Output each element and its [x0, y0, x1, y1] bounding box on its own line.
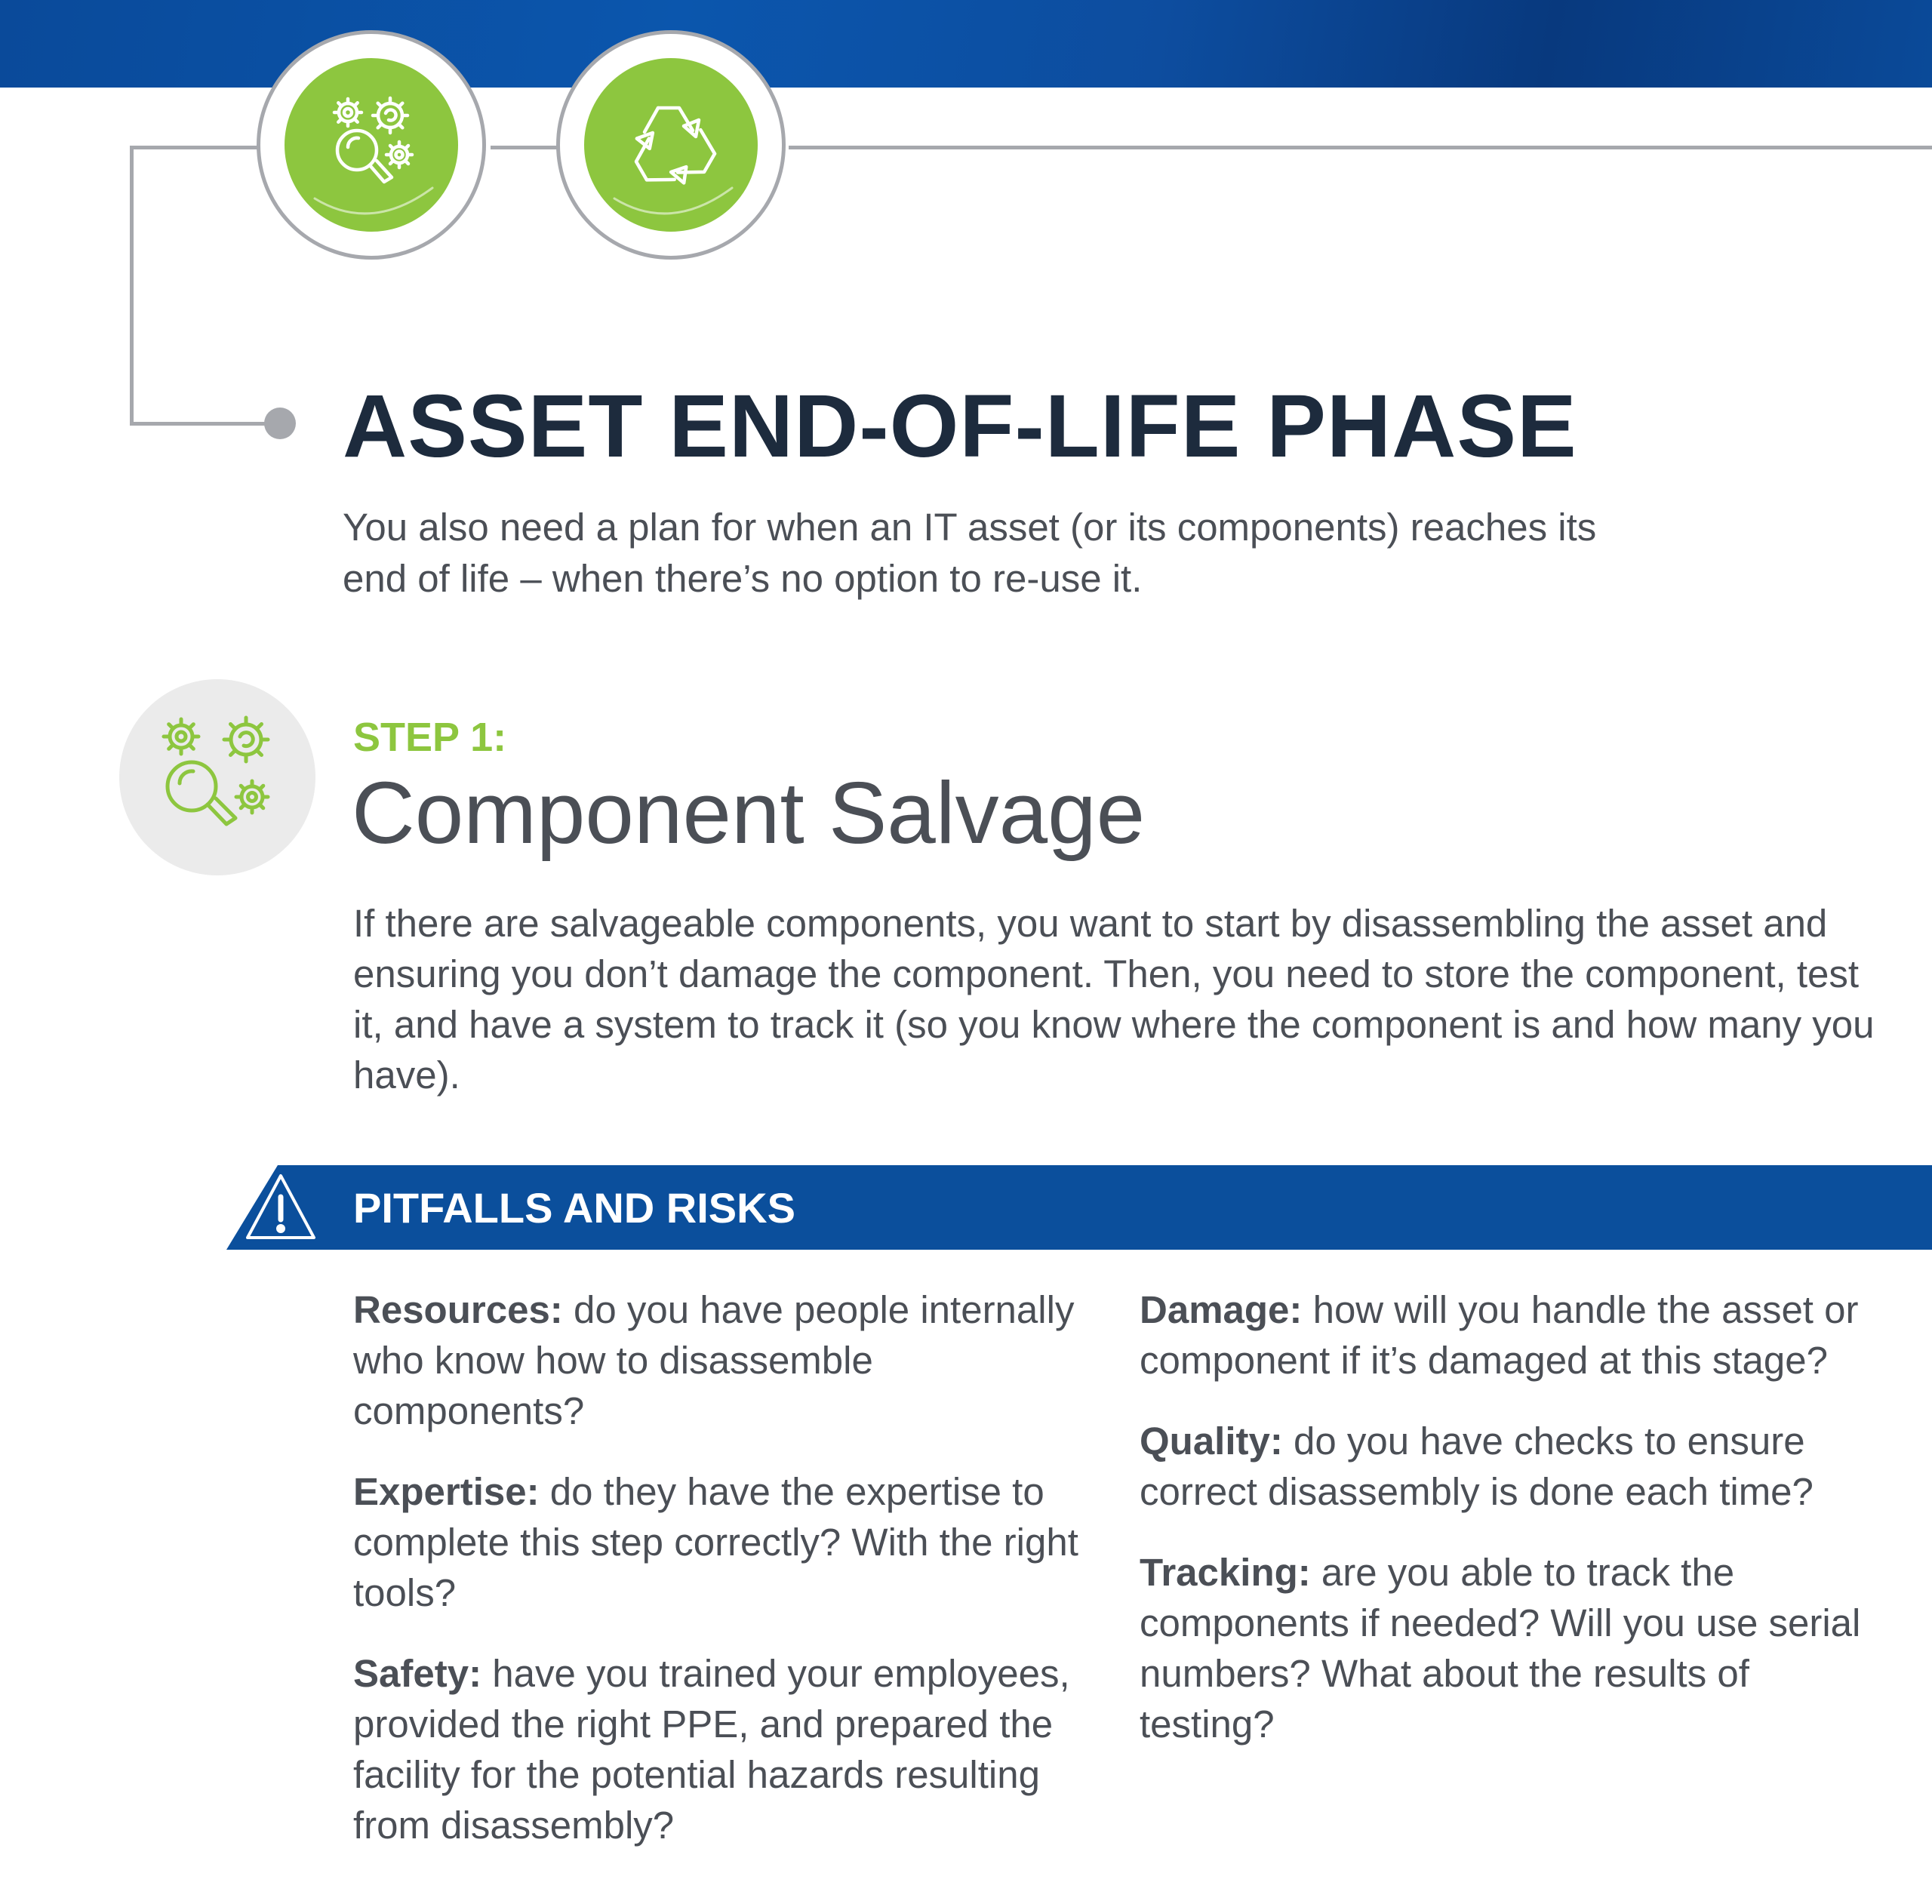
risk-column-right	[1140, 1284, 1894, 1779]
connector-line	[130, 146, 134, 426]
step-body: If there are salvageable components, you want to start by disassembling the asset and ensuring you don’t damage the component. Then, you need to store the component, test it, and have a system to track it (so you know where the component is and how many you have).	[353, 902, 1875, 1097]
connector-line	[789, 146, 1932, 149]
connector-line	[130, 422, 281, 426]
risk-text: do they have the expertise to complete this step correctly? With the right tools?	[353, 1470, 1078, 1614]
risk-term: Quality:	[1140, 1420, 1283, 1463]
pitfalls-title: PITFALLS AND RISKS	[353, 1184, 795, 1232]
risk-column-left	[353, 1284, 1093, 1881]
risk-term: Safety:	[353, 1652, 482, 1695]
step-label: STEP 1:	[353, 715, 507, 760]
risk-term: Resources:	[353, 1288, 563, 1331]
risk-item-tracking	[1140, 1547, 1894, 1749]
risk-text: do you have checks to ensure correct disassembly is done each time?	[1140, 1420, 1814, 1513]
phase-title: ASSET END-OF-LIFE PHASE	[343, 377, 1577, 476]
connector-line	[491, 146, 558, 149]
phase-intro: You also need a plan for when an IT asset (or its components) reaches its end of life – when there’s no option to re-use it.	[343, 506, 1597, 600]
risk-item-safety	[353, 1648, 1093, 1850]
step-title: Component Salvage	[352, 764, 1146, 862]
phase-icon-badge-fill	[285, 58, 458, 232]
connector-dot	[264, 408, 296, 439]
risk-item-damage	[1140, 1284, 1894, 1386]
risk-text: do you have people internally who know how to disassemble components?	[353, 1288, 1075, 1432]
phase-icon-badge-fill	[584, 58, 758, 232]
risk-item-resources	[353, 1284, 1093, 1436]
step-icon-badge	[119, 679, 315, 875]
risk-item-quality	[1140, 1416, 1894, 1517]
risk-term: Damage:	[1140, 1288, 1303, 1331]
risk-term: Expertise:	[353, 1470, 540, 1513]
phase-icon-badge	[556, 30, 786, 260]
connector-line	[130, 146, 258, 149]
gears-magnifier-icon	[119, 679, 315, 875]
risk-text: are you able to track the components if needed? Will you use serial numbers? What about the results of testing?	[1140, 1551, 1861, 1746]
gears-magnifier-icon	[285, 58, 458, 232]
risk-term: Tracking:	[1140, 1551, 1311, 1594]
recycle-icon	[584, 58, 758, 232]
risk-text: have you trained your employees, provided the right PPE, and prepared the facility for the potential hazards resulting from disassembly?	[353, 1652, 1070, 1847]
warning-triangle-icon	[243, 1170, 318, 1245]
risk-text: how will you handle the asset or component if it’s damaged at this stage?	[1140, 1288, 1859, 1382]
phase-icon-badge	[257, 30, 486, 260]
risk-item-expertise	[353, 1466, 1093, 1618]
